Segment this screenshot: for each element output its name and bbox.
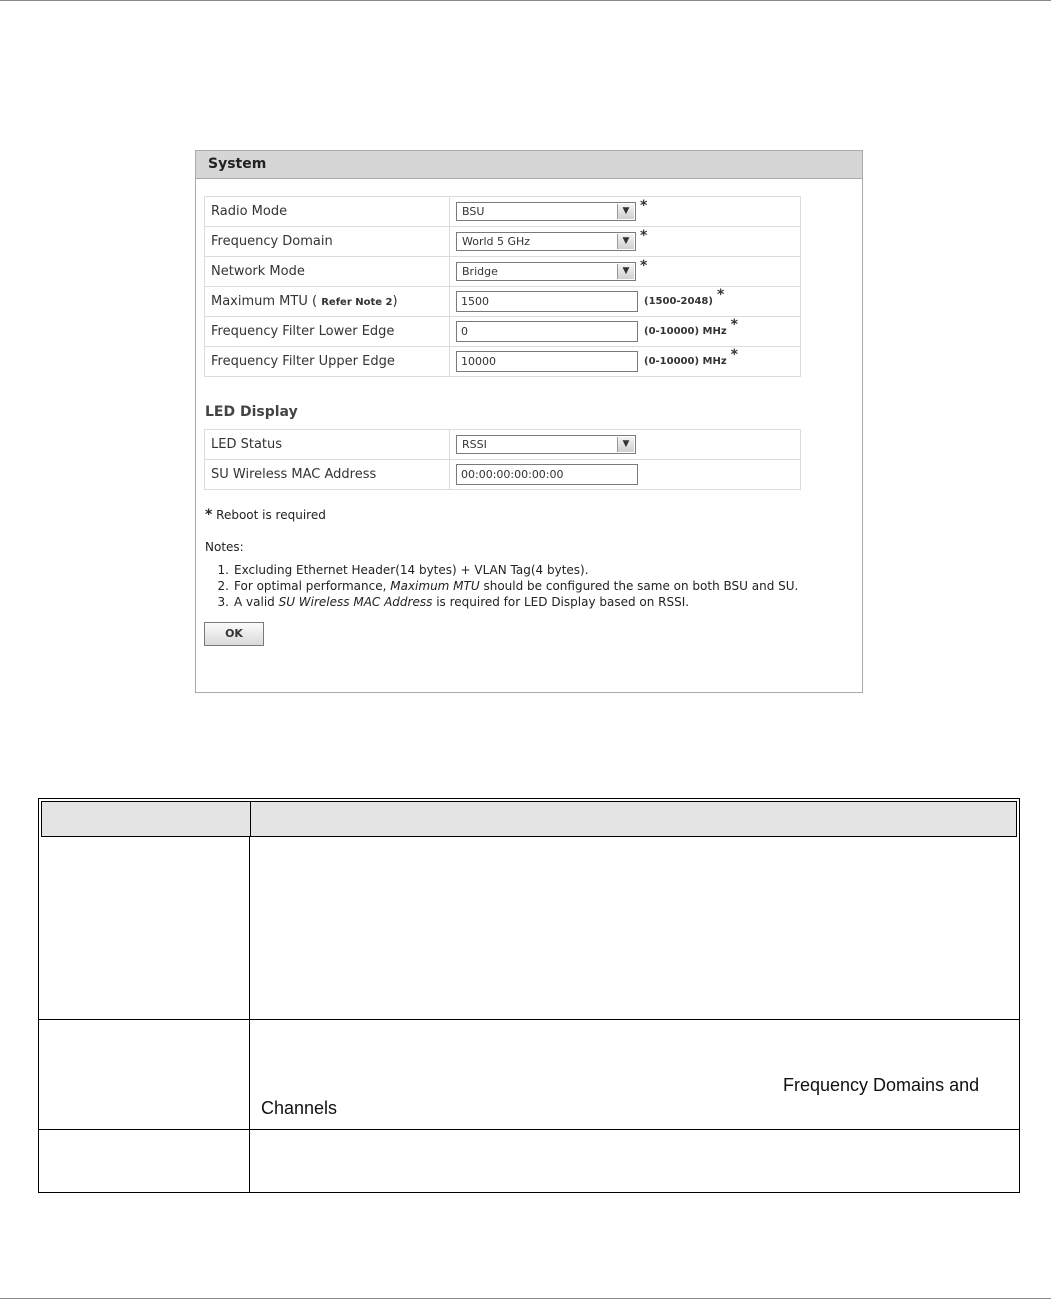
top-rule [0, 0, 1051, 1]
required-star: * [730, 317, 738, 333]
su-wireless-mac-label: SU Wireless MAC Address [205, 460, 450, 490]
ok-button[interactable]: OK [204, 622, 264, 646]
column-divider [249, 837, 250, 1192]
range-hint: (0-10000) MHz [644, 356, 727, 367]
notes-title: Notes: [205, 540, 244, 554]
led-display-heading: LED Display [205, 404, 298, 420]
chevron-down-icon[interactable]: ▼ [617, 437, 634, 452]
required-star: * [205, 507, 213, 523]
required-star: * [730, 347, 738, 363]
chevron-down-icon[interactable]: ▼ [617, 234, 634, 249]
table-row [205, 317, 801, 347]
row-divider [39, 1019, 1019, 1020]
table-row [205, 257, 801, 287]
list-item: 3. A valid SU Wireless MAC Address is required for LED Display based on RSSI. [217, 595, 690, 609]
header-divider [250, 802, 251, 836]
required-star: * [640, 198, 648, 214]
list-item: 1. Excluding Ethernet Header(14 bytes) + VLAN Tag(4 bytes). [217, 563, 589, 577]
row-divider [39, 1129, 1019, 1130]
radio-mode-select[interactable]: BSU ▼ [456, 202, 636, 221]
bottom-rule [0, 1298, 1051, 1299]
frequency-filter-lower-edge-input[interactable]: 0 [456, 321, 638, 342]
list-item: 2. For optimal performance, Maximum MTU should be configured the same on both BSU and SU. [217, 579, 799, 593]
network-mode-select[interactable]: Bridge ▼ [456, 262, 636, 281]
led-settings-table [204, 429, 801, 490]
su-wireless-mac-input[interactable]: 00:00:00:00:00:00 [456, 464, 638, 485]
frequency-filter-upper-edge-input[interactable]: 10000 [456, 351, 638, 372]
chevron-down-icon[interactable]: ▼ [617, 264, 634, 279]
refer-note-text: Refer Note 2 [321, 297, 393, 308]
network-mode-label: Network Mode [205, 257, 450, 287]
required-star: * [640, 228, 648, 244]
maximum-mtu-input[interactable]: 1500 [456, 291, 638, 312]
description-table [38, 798, 1020, 1193]
led-status-label: LED Status [205, 430, 450, 460]
required-star: * [640, 258, 648, 274]
frequency-filter-lower-edge-label: Frequency Filter Lower Edge [205, 317, 450, 347]
led-status-select[interactable]: RSSI ▼ [456, 435, 636, 454]
range-hint: (1500-2048) [644, 296, 713, 307]
frequency-domains-link-cont[interactable]: Channels [261, 1098, 338, 1118]
panel-title: System [196, 151, 862, 179]
frequency-domain-select[interactable]: World 5 GHz ▼ [456, 232, 636, 251]
radio-mode-label: Radio Mode [205, 197, 450, 227]
table-row [205, 197, 801, 227]
table-row [205, 227, 801, 257]
frequency-filter-upper-edge-label: Frequency Filter Upper Edge [205, 347, 450, 377]
frequency-domains-link[interactable]: Frequency Domains and [783, 1075, 980, 1095]
frequency-domain-label: Frequency Domain [205, 227, 450, 257]
table-row [205, 287, 801, 317]
required-star: * [716, 287, 725, 303]
table-row [205, 460, 801, 490]
notes-list [205, 562, 798, 610]
system-settings-table [204, 196, 801, 377]
table-row [205, 430, 801, 460]
system-panel [195, 150, 863, 693]
chevron-down-icon[interactable]: ▼ [617, 204, 634, 219]
range-hint: (0-10000) MHz [644, 326, 727, 337]
maximum-mtu-label: Maximum MTU ( Refer Note 2) [205, 287, 450, 317]
reboot-note: * Reboot is required [205, 507, 326, 523]
table-row [205, 347, 801, 377]
table-header [41, 801, 1017, 837]
